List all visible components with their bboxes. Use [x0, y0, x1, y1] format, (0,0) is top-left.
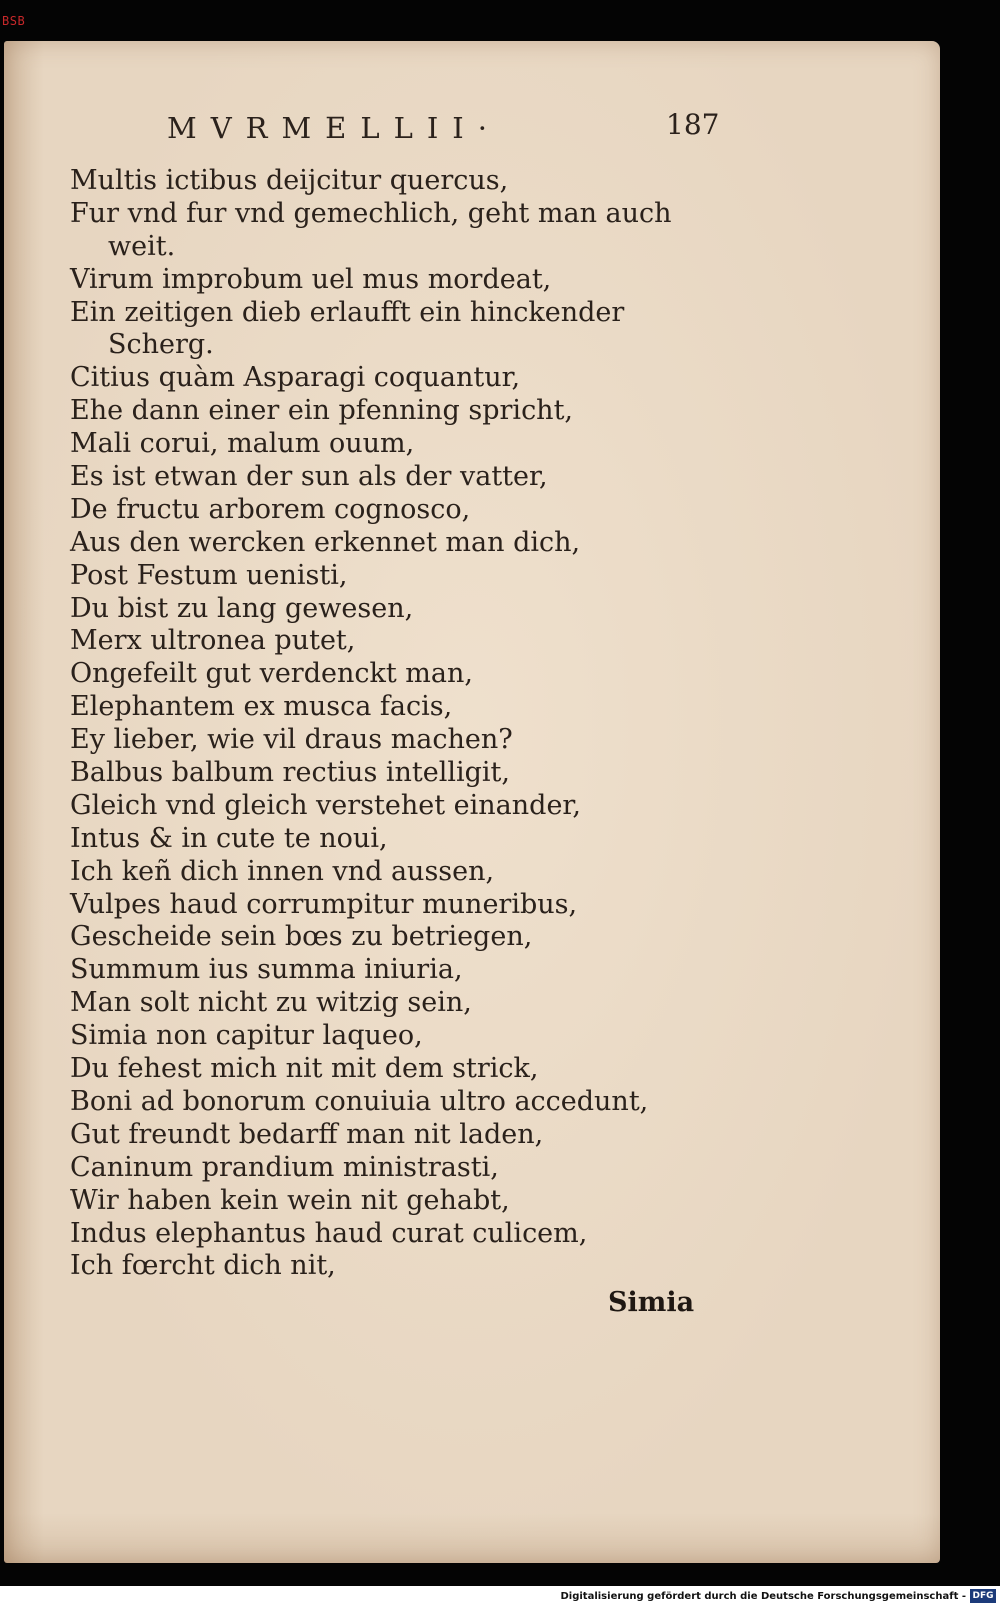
text-line: Man solt nicht zu witzig sein,: [70, 987, 472, 1019]
text-line: Simia non capitur laqueo,: [70, 1020, 423, 1052]
text-line: Fur vnd fur vnd gemechlich, geht man auch: [70, 197, 672, 229]
text-line: De fructu arborem cognosco,: [70, 493, 471, 525]
text-line: Gut freundt bedarff man nit laden,: [70, 1118, 544, 1150]
text-line: Ongefeilt gut verdenckt man,: [70, 658, 473, 690]
bsb-logo: BSB: [2, 14, 26, 28]
text-line: Merx ultronea putet,: [70, 625, 356, 657]
text-line: weit.: [108, 230, 176, 262]
catchword: Simia: [608, 1287, 695, 1318]
text-line: Multis ictibus deijcitur quercus,: [70, 165, 509, 196]
text-line: Du fehest mich nit mit dem strick,: [70, 1053, 539, 1085]
text-line: Aus den wercken erkennet man dich,: [70, 526, 581, 558]
text-line: Ein zeitigen dieb erlaufft ein hinckender: [70, 296, 625, 328]
text-line: Ich keñ dich innen vnd aussen,: [70, 855, 495, 887]
text-line: Citius quàm Asparagi coquantur,: [70, 362, 521, 394]
text-line: Scherg.: [108, 329, 214, 361]
text-line: Wir haben kein wein nit gehabt,: [70, 1184, 510, 1216]
text-line: Intus & in cute te noui,: [70, 822, 388, 854]
text-line: Boni ad bonorum conuiuia ultro accedunt,: [70, 1085, 649, 1117]
text-line: Du bist zu lang gewesen,: [70, 592, 414, 624]
page-number: 187: [666, 108, 720, 141]
text-line: Balbus balbum rectius intelligit,: [70, 757, 510, 789]
text-line: Virum improbum uel mus mordeat,: [70, 263, 552, 295]
text-line: Post Festum uenisti,: [70, 559, 348, 591]
text-block: [70, 165, 790, 1283]
text-line: Es ist etwan der sun als der vatter,: [70, 461, 548, 493]
dfg-logo: DFG: [970, 1589, 996, 1603]
text-line: Ich fœrcht dich nit,: [70, 1250, 336, 1282]
text-line: Elephantem ex musca facis,: [70, 691, 453, 723]
book-page: [4, 41, 940, 1563]
text-line: Gescheide sein bœs zu betriegen,: [70, 921, 533, 953]
text-line: Ehe dann einer ein pfenning spricht,: [70, 395, 574, 427]
text-line: Mali corui, malum ouum,: [70, 428, 415, 460]
text-line: Ey lieber, wie vil draus machen?: [70, 724, 513, 756]
running-head: MVRMELLII·: [167, 111, 501, 145]
text-line: Vulpes haud corrumpitur muneribus,: [70, 888, 578, 920]
text-line: Summum ius summa iniuria,: [70, 954, 463, 986]
text-line: Caninum prandium ministrasti,: [70, 1151, 499, 1183]
text-line: Indus elephantus haud curat culicem,: [70, 1217, 588, 1249]
text-line: Gleich vnd gleich verstehet einander,: [70, 789, 581, 821]
funding-credit: Digitalisierung gefördert durch die Deutsche Forschungsgemeinschaft -: [560, 1591, 966, 1602]
